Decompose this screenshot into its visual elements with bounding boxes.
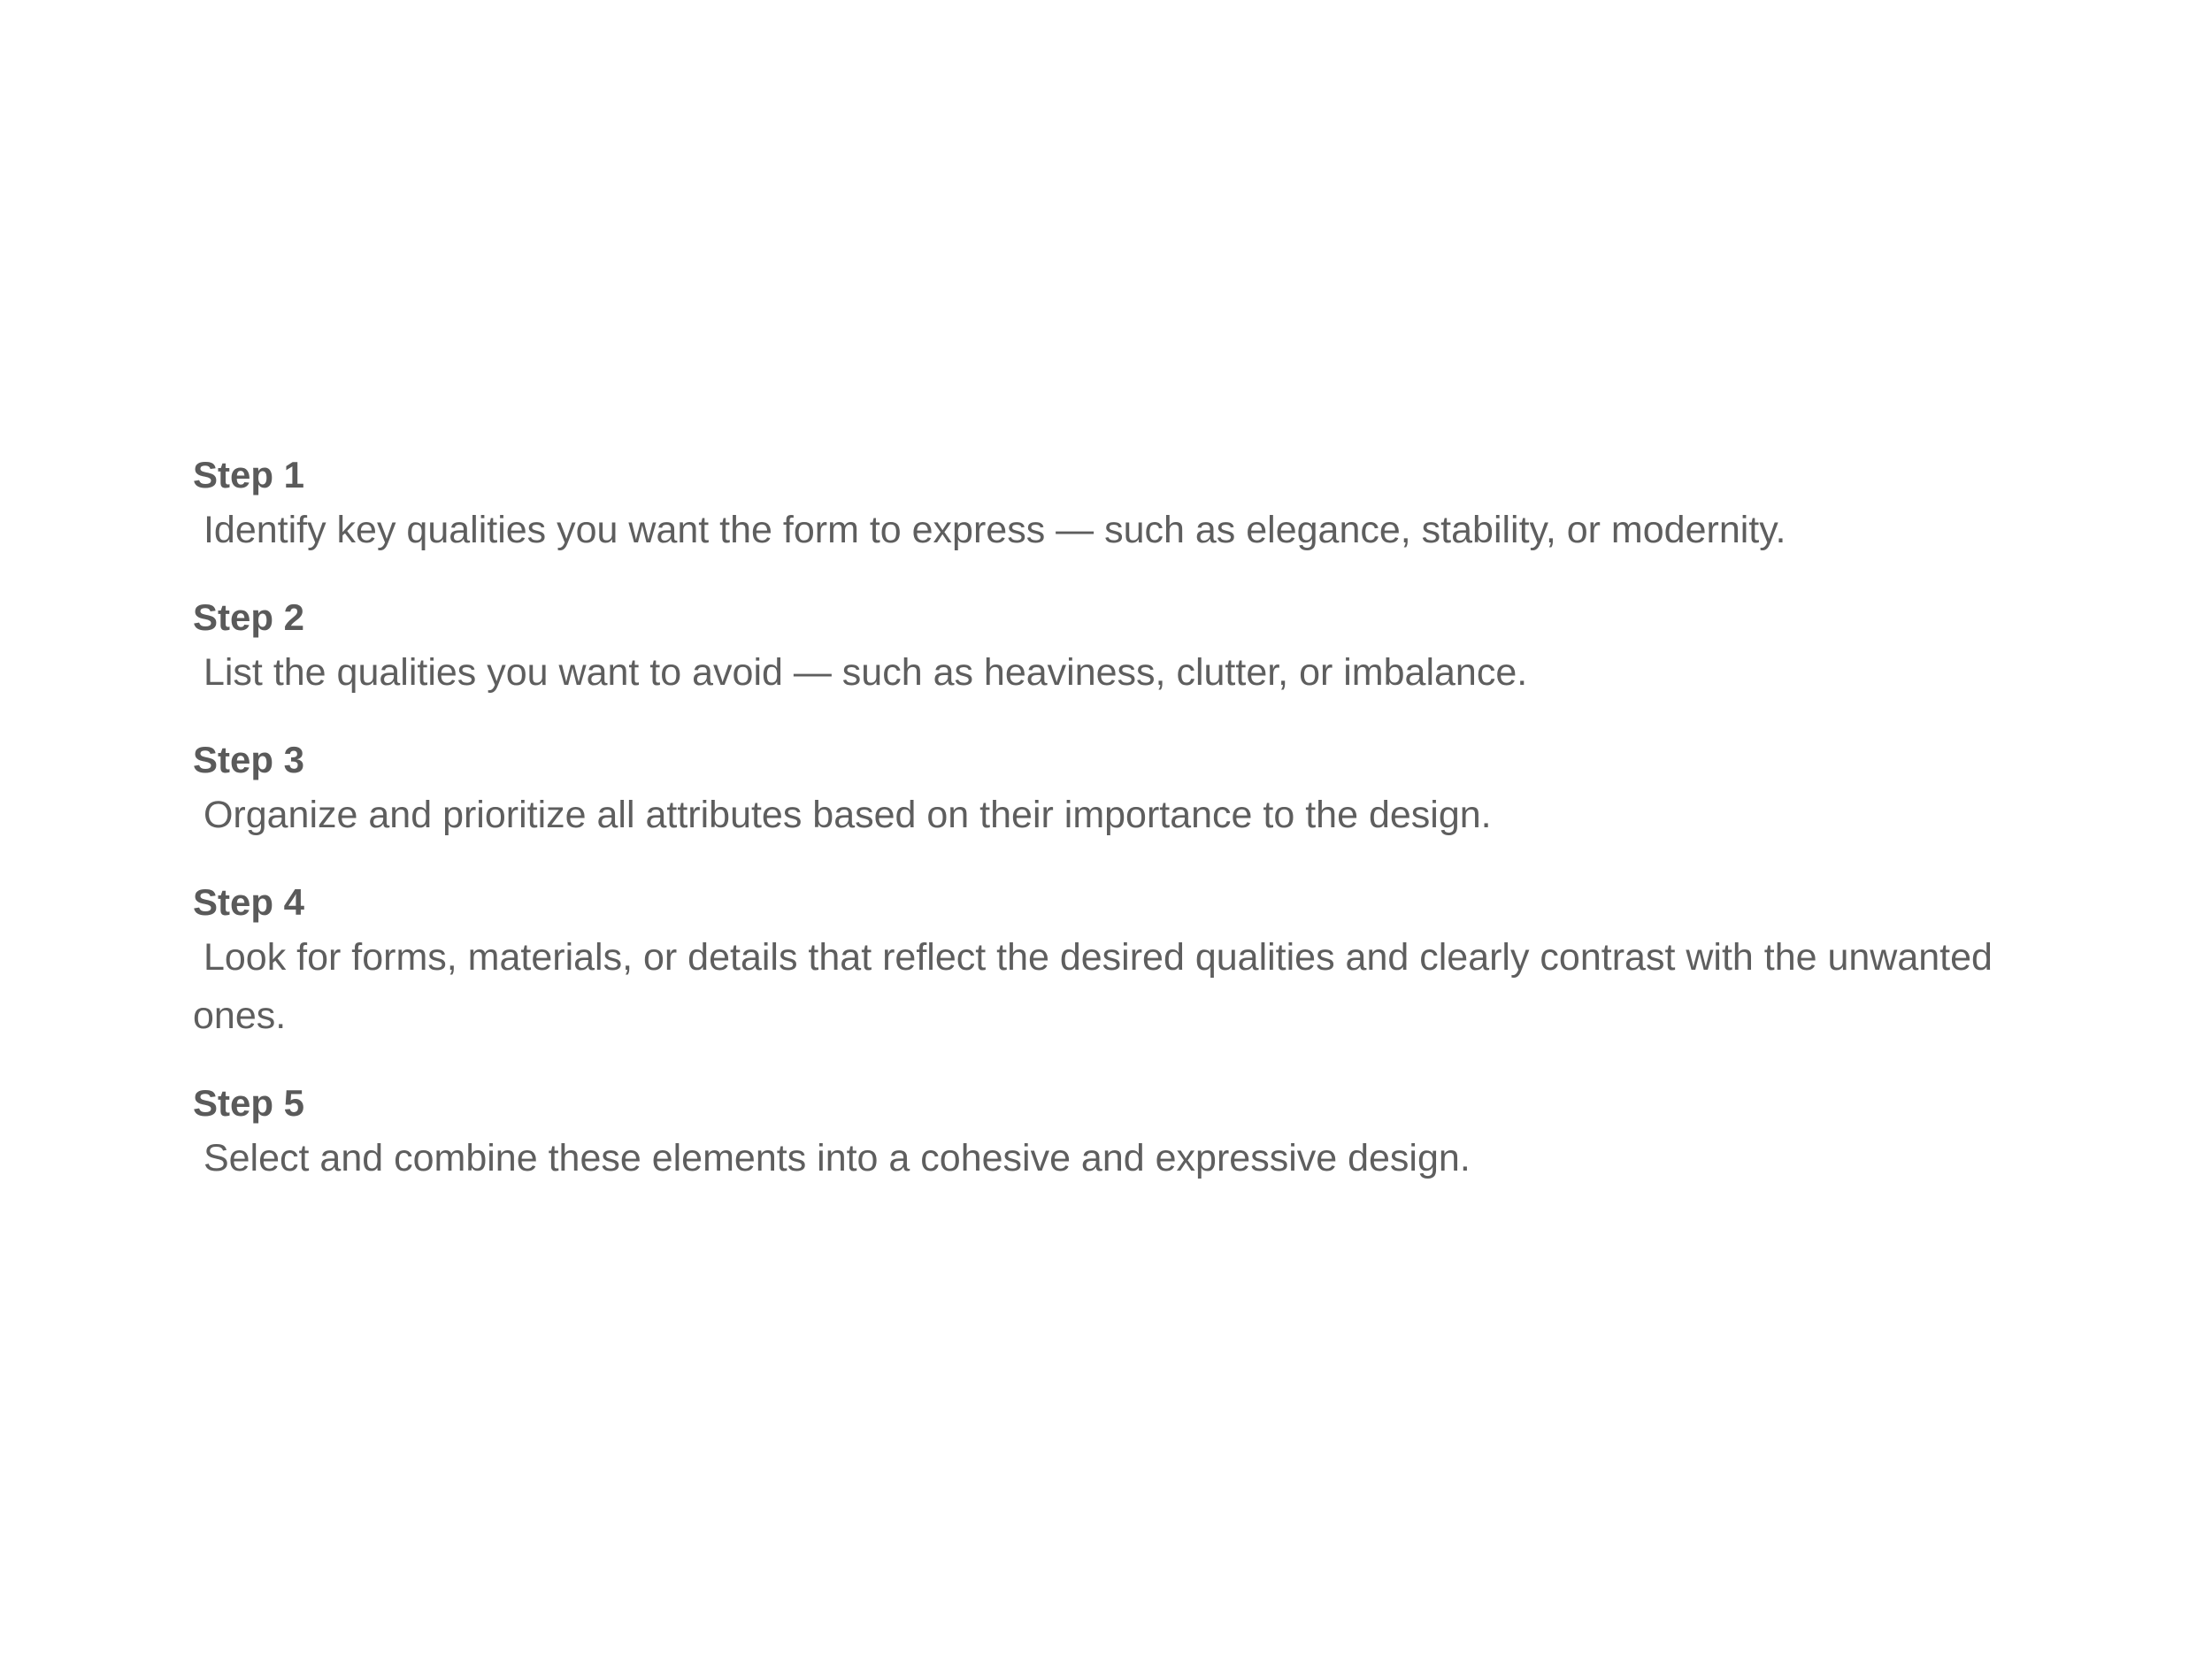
steps-list bbox=[193, 449, 2042, 1220]
step-item bbox=[193, 592, 2042, 702]
step-title: Step 3 bbox=[193, 739, 305, 780]
step-title: Step 2 bbox=[193, 596, 305, 638]
step-title: Step 5 bbox=[193, 1082, 305, 1124]
step-item bbox=[193, 734, 2042, 844]
step-item bbox=[193, 877, 2042, 1045]
step-description: Organize and prioritize all attributes based on their importance to the design. bbox=[193, 794, 1492, 836]
step-item bbox=[193, 1078, 2042, 1187]
step-description: Identify key qualities you want the form to express — such as elegance, stability, or modernity. bbox=[193, 509, 1786, 551]
step-title: Step 1 bbox=[193, 454, 305, 495]
step-description: Select and combine these elements into a cohesive and expressive design. bbox=[193, 1137, 1471, 1179]
step-description: List the qualities you want to avoid — such as heaviness, clutter, or imbalance. bbox=[193, 651, 1528, 694]
step-item bbox=[193, 449, 2042, 559]
step-title: Step 4 bbox=[193, 881, 305, 923]
step-description: Look for forms, materials, or details that reflect the desired qualities and clearly contrast with the unwanted ones. bbox=[193, 936, 2003, 1037]
